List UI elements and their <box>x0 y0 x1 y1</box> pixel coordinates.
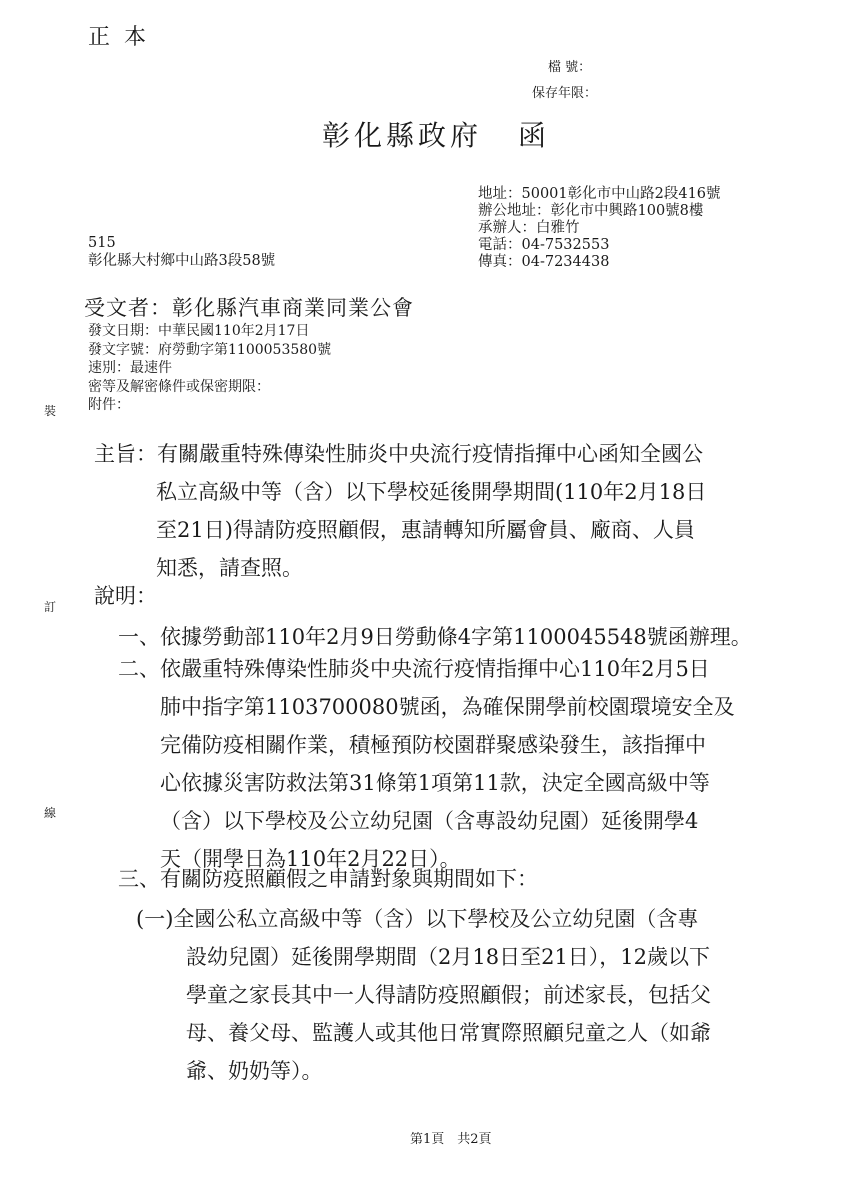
item-line: 心依據災害防救法第31條第1項第11款，決定全國高級中等 <box>160 771 710 795</box>
document-type: 函 <box>518 119 551 152</box>
document-metadata <box>88 322 331 415</box>
item-line: 天（開學日為110年2月22日）。 <box>160 847 461 871</box>
subject-line: 私立高級中等（含）以下學校延後開學期間(110年2月18日 <box>156 480 707 504</box>
sender-office-address: 辦公地址：彰化市中興路100號8樓 <box>478 203 704 219</box>
secrecy-level: 密等及解密條件或保密期限： <box>88 378 270 395</box>
explanation-subitem-one <box>136 900 711 1090</box>
sender-fax: 傳真：04-7234438 <box>478 254 610 270</box>
binding-mark-top: 裝 <box>44 404 57 418</box>
binding-mark-middle: 訂 <box>44 600 57 614</box>
subject-paragraph <box>94 435 706 587</box>
subitem-line: 母、養父母、監護人或其他日常實際照顧兒童之人（如爺 <box>186 1021 711 1045</box>
subject-line: 至21日)得請防疫照顧假，惠請轉知所屬會員、廠商、人員 <box>156 518 695 542</box>
delivery-speed: 速別：最速件 <box>88 360 172 377</box>
subitem-line: 爺、奶奶等）。 <box>186 1059 323 1083</box>
recipient: 受文者：彰化縣汽車商業同業公會 <box>84 296 414 320</box>
attachments: 附件： <box>88 397 130 414</box>
subitem-line: 學童之家長其中一人得請防疫照顧假；前述家長，包括父 <box>186 983 711 1007</box>
explanation-label: 說明： <box>94 584 157 608</box>
explanation-item-two <box>118 650 735 878</box>
sender-contact-person: 承辦人：白雅竹 <box>478 220 580 236</box>
document-number: 發文字號：府勞動字第1100053580號 <box>88 341 332 358</box>
copy-mark: 正本 <box>88 25 161 50</box>
subject-line: 知悉，請查照。 <box>156 556 303 580</box>
sender-info <box>478 186 721 271</box>
item-line: 完備防疫相關作業，積極預防校園群聚感染發生，該指揮中 <box>160 733 706 757</box>
item-line: 一、依據勞動部110年2月9日勞動條4字第1100045548號函辦理。 <box>118 625 752 649</box>
item-line: （含）以下學校及公立幼兒園（含專設幼兒園）延後開學4 <box>160 809 699 833</box>
sender-phone: 電話：04-7532553 <box>478 237 610 253</box>
subitem-line: 設幼兒園）延後開學期間（2月18日至21日），12歲以下 <box>186 945 711 969</box>
document-title <box>322 114 550 154</box>
recipient-zip: 515 <box>88 235 116 251</box>
recipient-street: 彰化縣大村鄉中山路3段58號 <box>88 253 276 269</box>
sender-address: 地址：50001彰化市中山路2段416號 <box>478 186 721 202</box>
item-line: 二、依嚴重特殊傳染性肺炎中央流行疫情指揮中心110年2月5日 <box>118 657 710 681</box>
issuing-organization: 彰化縣政府 <box>322 119 483 152</box>
subitem-line: (一)全國公私立高級中等（含）以下學校及公立幼兒園（含專 <box>136 907 699 931</box>
recipient-address <box>88 234 275 270</box>
binding-mark-bottom: 線 <box>44 806 57 820</box>
subject-line: 主旨：有關嚴重特殊傳染性肺炎中央流行疫情指揮中心函知全國公 <box>94 442 703 466</box>
item-line: 肺中指字第1103700080號函，為確保開學前校園環境安全及 <box>160 695 735 719</box>
page-number: 第1頁 共2頁 <box>410 1132 492 1147</box>
retention-period-label: 保存年限： <box>532 86 598 101</box>
explanation-item-three <box>118 860 538 898</box>
file-number-label: 檔 號： <box>548 60 592 75</box>
item-line: 三、有關防疫照顧假之申請對象與期間如下： <box>118 867 538 891</box>
issue-date: 發文日期：中華民國110年2月17日 <box>88 323 310 339</box>
